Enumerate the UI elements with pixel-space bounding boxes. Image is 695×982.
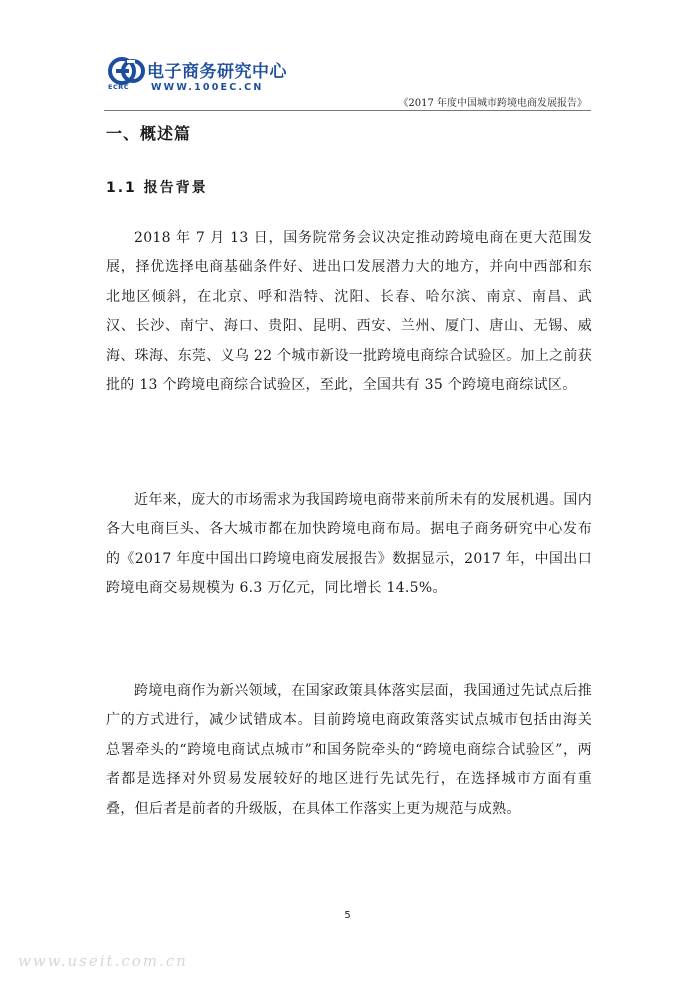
ecrc-logo bbox=[107, 55, 307, 97]
paragraph: 近年来，庞大的市场需求为我国跨境电商带来前所未有的发展机遇。国内各大电商巨头、各大城市都在加快跨境电商布局。据电子商务研究中心发布的《2017 年度中国出口跨境电商发展报告》数据显示，2017 年，中国出口跨境电商交易规模为 6.3 万亿元，同比增长 14.5%。 bbox=[106, 492, 592, 597]
logo-abbreviation: ECRC bbox=[108, 83, 129, 91]
paragraph: 2018 年 7 月 13 日，国务院常务会议决定推动跨境电商在更大范围发展，择优选择电商基础条件好、进出口发展潜力大的地方，并向中西部和东北地区倾斜，在北京、呼和浩特、沈阳、长春、哈尔滨、南京、南昌、武汉、长沙、南宁、海口、贵阳、昆明、西安、兰州、厦门、唐山、无锡、威海、珠海、东莞、义乌 22 个城市新设一批跨境电商综合试验区。加上之前获批的 13 个跨境电商综合试验区，至此，全国共有 35 个跨境电商综试区。 bbox=[106, 230, 592, 394]
section-subheading: 1.1 报告背景 bbox=[106, 180, 208, 196]
paragraph: 跨境电商作为新兴领域，在国家政策具体落实层面，我国通过先试点后推广的方式进行，减少试错成本。目前跨境电商政策落实试点城市包括由海关总署牵头的“跨境电商试点城市”和国务院牵头的“跨境电商综合试验区”，两者都是选择对外贸易发展较好的地区进行先试先行，在选择城市方面有重叠，但后者是前者的升级版，在具体工作落实上更为规范与成熟。 bbox=[106, 683, 592, 817]
watermark: www.useit.com.cn bbox=[18, 952, 188, 970]
report-title: 《2017 年度中国城市跨境电商发展报告》 bbox=[398, 98, 587, 109]
section-heading: 一、概述篇 bbox=[106, 124, 192, 143]
header-divider bbox=[104, 110, 591, 111]
logo-name: 电子商务研究中心 bbox=[147, 62, 287, 82]
page-number: 5 bbox=[344, 910, 351, 921]
logo-url: WWW.100EC.CN bbox=[151, 82, 264, 93]
